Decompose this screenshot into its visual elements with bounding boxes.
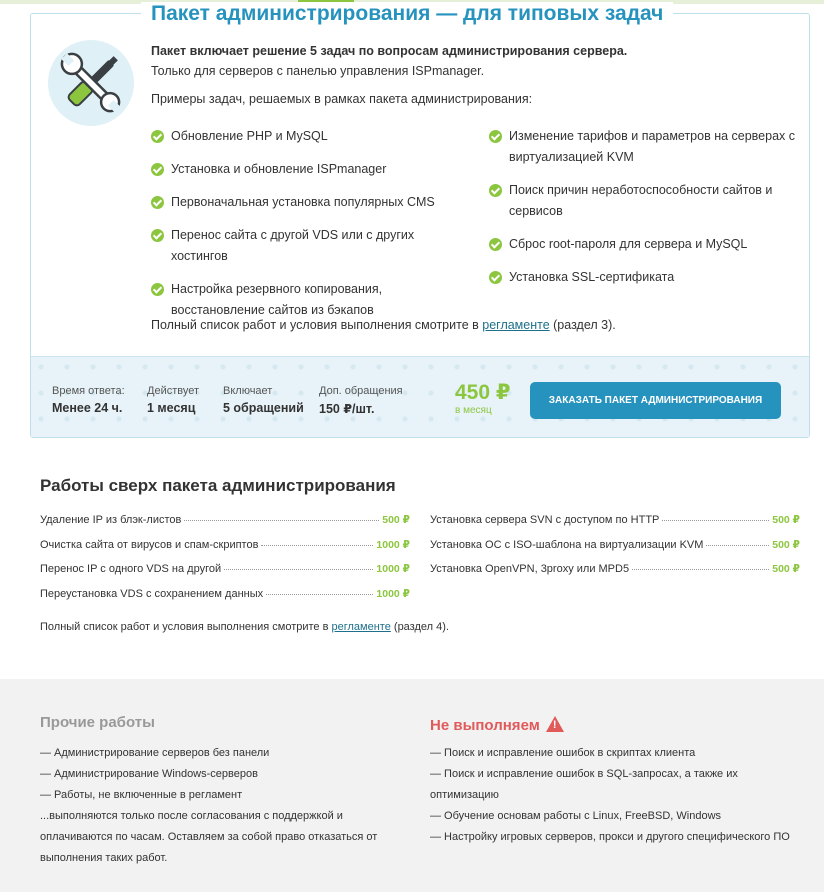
list-item: — Поиск и исправление ошибок в скриптах клиента (430, 747, 696, 759)
check-icon (489, 238, 502, 251)
regulations-link[interactable]: регламенте (331, 621, 391, 633)
list-item: — Администрирование Windows-серверов (40, 768, 258, 780)
intro-bold: Пакет включает решение 5 задач по вопросам администрирования сервера. (151, 44, 628, 58)
check-icon (489, 184, 502, 197)
price-row: Очистка сайта от вирусов и спам-скриптов 1000 ₽ (40, 538, 410, 551)
list-item: Настройка резервного копирования, восстановление сайтов из бэкапов (151, 279, 471, 321)
price-row: Установка OpenVPN, 3proxy или MPD5 500 ₽ (430, 563, 800, 575)
task-list-right (489, 126, 799, 300)
warning-icon (546, 716, 564, 732)
package-price: 450 ₽ в месяц (455, 381, 511, 416)
stat-extra-requests: Доп. обращения 150 ₽/шт. (319, 385, 403, 416)
list-item: — Обучение основам работы с Linux, FreeBSD, Windows (430, 810, 722, 822)
list-item: Перенос сайта с другой VDS или с других хостингов (151, 225, 471, 267)
examples-header: Примеры задач, решаемых в рамках пакета администрирования: (151, 92, 533, 106)
check-icon (151, 283, 164, 296)
admin-package-card (30, 2, 810, 438)
check-icon (151, 163, 164, 176)
stat-response-time: Время ответа: Менее 24 ч. (52, 385, 125, 415)
extra-price-list-left (40, 514, 410, 612)
price-row: Установка ОС с ISO-шаблона на виртуализации KVM 500 ₽ (430, 538, 800, 551)
regulations-link[interactable]: регламенте (482, 318, 550, 332)
extra-fulllist: Полный список работ и условия выполнения смотрите в регламенте (раздел 4). (40, 621, 449, 633)
task-list-left (151, 126, 471, 333)
package-title: Пакет администрирования — для типовых задач (141, 2, 673, 26)
intro-text: Только для серверов с панелью управления ISPmanager. (151, 64, 485, 78)
list-item: Сброс root-пароля для сервера и MySQL (489, 234, 799, 255)
check-icon (489, 271, 502, 284)
check-icon (151, 229, 164, 242)
list-item: Обновление PHP и MySQL (151, 126, 471, 147)
package-intro (151, 41, 627, 81)
stat-includes: Включает 5 обращений (223, 385, 304, 415)
tools-icon (48, 40, 134, 126)
list-item: — Администрирование серверов без панели (40, 747, 270, 759)
check-icon (151, 130, 164, 143)
price-row: Установка сервера SVN с доступом по HTTP 500 ₽ (430, 514, 800, 526)
price-row: Перенос IP с одного VDS на другой 1000 ₽ (40, 563, 410, 575)
not-done-list (430, 743, 805, 848)
footer-section (0, 679, 824, 892)
list-item: Установка SSL-сертификата (489, 267, 799, 288)
list-item: — Работы, не включенные в регламент (40, 789, 243, 801)
other-works-list (40, 743, 400, 806)
price-row: Переустановка VDS с сохранением данных 1000 ₽ (40, 587, 410, 600)
list-item: Изменение тарифов и параметров на серверах с виртуализацией KVM (489, 126, 799, 168)
package-fulllist: Полный список работ и условия выполнения смотрите в регламенте (раздел 3). (151, 318, 616, 332)
list-item: Первоначальная установка популярных CMS (151, 192, 471, 213)
not-done-title: Не выполняем! (430, 714, 564, 734)
list-item: — Поиск и исправление ошибок в SQL-запросах, а также их оптимизацию (430, 768, 738, 801)
price-row: Удаление IP из блэк-листов 500 ₽ (40, 514, 410, 526)
package-summary-bar (31, 356, 809, 437)
extra-price-list-right (430, 514, 800, 588)
stat-validity: Действует 1 месяц (147, 385, 200, 415)
check-icon (489, 130, 502, 143)
order-package-button[interactable]: ЗАКАЗАТЬ ПАКЕТ АДМИНИСТРИРОВАНИЯ (530, 382, 781, 419)
list-item: Установка и обновление ISPmanager (151, 159, 471, 180)
extra-works-title: Работы сверх пакета администрирования (40, 476, 396, 495)
other-works-note: ...выполняются только после согласования с поддержкой и оплачиваются по часам. Оставляем за собой право отказаться от выполнения таких работ. (40, 810, 378, 864)
list-item: — Настройку игровых серверов, прокси и другого специфического ПО (430, 831, 790, 843)
list-item: Поиск причин неработоспособности сайтов и сервисов (489, 180, 799, 222)
check-icon (151, 196, 164, 209)
other-works-title: Прочие работы (40, 714, 155, 731)
